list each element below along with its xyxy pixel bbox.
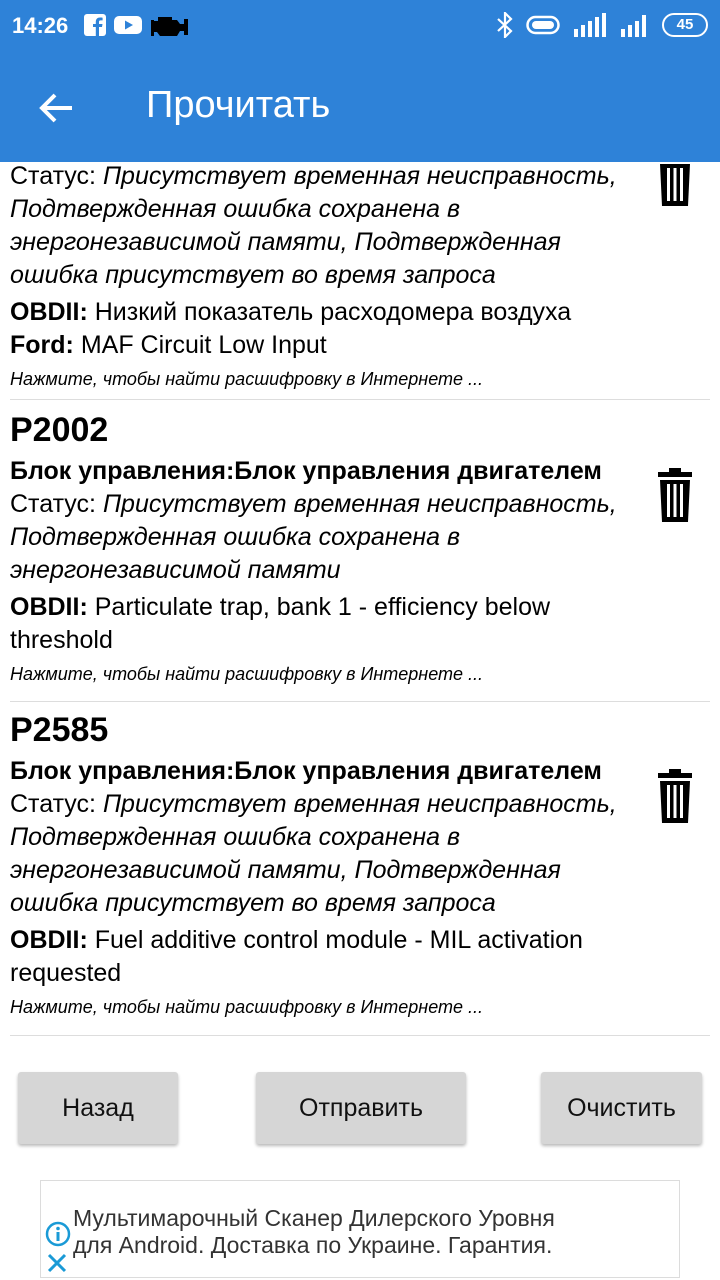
status-text: Подтвержденная ошибка сохранена в: [10, 195, 461, 223]
system-icons: [496, 12, 708, 38]
signal-icon: [620, 13, 650, 37]
trash-icon[interactable]: [656, 769, 694, 823]
obd-label: OBDII:: [10, 298, 88, 326]
dtc-list-item[interactable]: [10, 708, 710, 1036]
facebook-icon: [84, 14, 106, 36]
control-unit: Блок управления:Блок управления двигателем: [10, 457, 602, 485]
status-text: энергонезависимой памяти: [10, 556, 341, 584]
status-label: Статус:: [10, 790, 96, 818]
obd-line: [10, 591, 650, 624]
obd-description: Particulate trap, bank 1 - efficiency below: [94, 593, 551, 621]
status-text: энергонезависимой памяти, Подтвержденная: [10, 856, 561, 884]
status-line: [10, 788, 650, 821]
dtc-list: [0, 162, 720, 1042]
status-label: Статус:: [10, 490, 96, 518]
battery-indicator: 45: [662, 13, 708, 37]
signal-icon: [572, 13, 608, 37]
ford-description: MAF Circuit Low Input: [80, 331, 327, 359]
clear-button[interactable]: Очистить: [541, 1072, 702, 1144]
status-text: Присутствует временная неисправность,: [102, 162, 617, 190]
ad-line: Мультимарочный Сканер Дилерского Уровня: [73, 1205, 555, 1231]
status-text: Присутствует временная неисправность,: [102, 490, 617, 518]
ad-line: для Android. Доставка по Украине. Гарантия.: [73, 1232, 553, 1258]
control-unit: Блок управления:Блок управления двигателем: [10, 757, 602, 785]
app-bar: [0, 52, 720, 162]
status-label: Статус:: [10, 162, 96, 190]
obd-description: Низкий показатель расходомера воздуха: [94, 298, 572, 326]
obd-description: threshold: [10, 626, 113, 654]
status-text: Присутствует временная неисправность,: [102, 790, 617, 818]
engine-icon: [150, 12, 188, 38]
back-button[interactable]: Назад: [18, 1072, 178, 1144]
youtube-icon: [114, 14, 142, 36]
ford-label: Ford:: [10, 331, 74, 359]
status-text: ошибка присутствует во время запроса: [10, 261, 496, 289]
search-online-hint[interactable]: Нажмите, чтобы найти расшифровку в Интернете ...: [10, 997, 484, 1017]
back-arrow-button[interactable]: [28, 80, 84, 136]
ad-text: [73, 1205, 555, 1259]
status-bar: [0, 0, 720, 52]
trash-icon[interactable]: [656, 468, 694, 522]
obd-description: requested: [10, 959, 122, 987]
status-line: [10, 488, 650, 521]
status-text: Подтвержденная ошибка сохранена в: [10, 823, 461, 851]
toggle-icon: [526, 14, 560, 36]
send-button[interactable]: Отправить: [256, 1072, 466, 1144]
obd-label: OBDII:: [10, 593, 88, 621]
search-online-hint[interactable]: Нажмите, чтобы найти расшифровку в Интернете ...: [10, 664, 484, 684]
status-text: энергонезависимой памяти, Подтвержденная: [10, 228, 561, 256]
status-text: Подтвержденная ошибка сохранена в: [10, 523, 461, 551]
obd-description: Fuel additive control module - MIL activation: [94, 926, 583, 954]
status-time: 14:26: [12, 13, 69, 38]
dtc-code: P2585: [10, 711, 109, 749]
back-arrow-icon: [38, 92, 74, 124]
obd-line: [10, 924, 650, 957]
search-online-hint[interactable]: Нажмите, чтобы найти расшифровку в Интернете ...: [10, 369, 484, 389]
status-text: ошибка присутствует во время запроса: [10, 889, 496, 917]
trash-icon[interactable]: [656, 162, 694, 206]
ad-info-icon[interactable]: [45, 1221, 71, 1247]
dtc-list-item[interactable]: [10, 162, 710, 400]
notification-icons: [84, 12, 188, 38]
obd-label: OBDII:: [10, 926, 88, 954]
ad-banner[interactable]: [40, 1180, 680, 1278]
dtc-list-item[interactable]: [10, 408, 710, 702]
dtc-code: P2002: [10, 411, 109, 449]
obd-line: [10, 296, 650, 329]
status-line: [10, 162, 650, 193]
ad-close-icon[interactable]: [45, 1251, 69, 1275]
bluetooth-icon: [496, 12, 514, 38]
ford-line: [10, 329, 650, 362]
page-title: Прочитать: [146, 84, 331, 126]
